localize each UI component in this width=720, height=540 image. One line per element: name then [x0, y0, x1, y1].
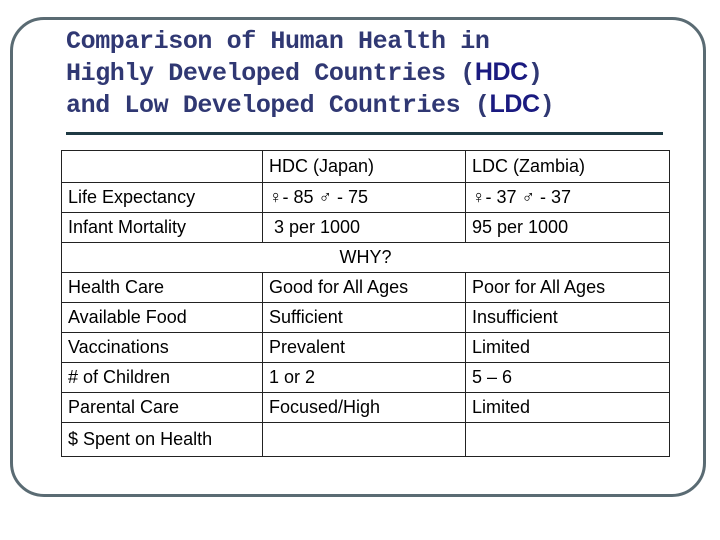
title-acronym-hdc: HDC [474, 58, 528, 86]
hdc-value: Prevalent [263, 333, 466, 363]
title-line-3-text: and Low Developed Countries ( [66, 91, 490, 120]
ldc-value: Limited [466, 393, 670, 423]
hdc-value: Good for All Ages [263, 273, 466, 303]
table-row [62, 393, 670, 423]
table-row [62, 303, 670, 333]
row-label: $ Spent on Health [62, 423, 263, 457]
title-line-2 [66, 57, 686, 89]
slide-title [66, 26, 686, 121]
comparison-table [61, 150, 670, 457]
hdc-value: Sufficient [263, 303, 466, 333]
header-cell-hdc: HDC (Japan) [263, 151, 466, 183]
why-row [62, 243, 670, 273]
row-label: Available Food [62, 303, 263, 333]
table-row [62, 363, 670, 393]
table-header-row [62, 151, 670, 183]
ldc-value [466, 423, 670, 457]
table-row [62, 213, 670, 243]
table-row [62, 273, 670, 303]
ldc-value: Limited [466, 333, 670, 363]
row-label: Vaccinations [62, 333, 263, 363]
row-label: # of Children [62, 363, 263, 393]
title-line-2-text: Highly Developed Countries ( [66, 59, 475, 88]
ldc-value: 95 per 1000 [466, 213, 670, 243]
row-label: Life Expectancy [62, 183, 263, 213]
hdc-value: Focused/High [263, 393, 466, 423]
ldc-value: 5 – 6 [466, 363, 670, 393]
table-row [62, 333, 670, 363]
hdc-value [263, 423, 466, 457]
row-label: Health Care [62, 273, 263, 303]
table-row [62, 183, 670, 213]
row-label: Parental Care [62, 393, 263, 423]
title-line-2-close: ) [527, 59, 543, 88]
title-line-1: Comparison of Human Health in [66, 27, 490, 56]
title-underline [66, 132, 663, 135]
row-label: Infant Mortality [62, 213, 263, 243]
hdc-value: ♀- 85 ♂ - 75 [263, 183, 466, 213]
ldc-value: Insufficient [466, 303, 670, 333]
title-line-3 [66, 89, 686, 121]
header-cell-blank [62, 151, 263, 183]
title-line-3-close: ) [539, 91, 555, 120]
hdc-value: 3 per 1000 [263, 213, 466, 243]
why-heading: WHY? [62, 243, 670, 273]
ldc-value: ♀- 37 ♂ - 37 [466, 183, 670, 213]
hdc-value: 1 or 2 [263, 363, 466, 393]
ldc-value: Poor for All Ages [466, 273, 670, 303]
title-acronym-ldc: LDC [489, 90, 540, 118]
table-row [62, 423, 670, 457]
header-cell-ldc: LDC (Zambia) [466, 151, 670, 183]
